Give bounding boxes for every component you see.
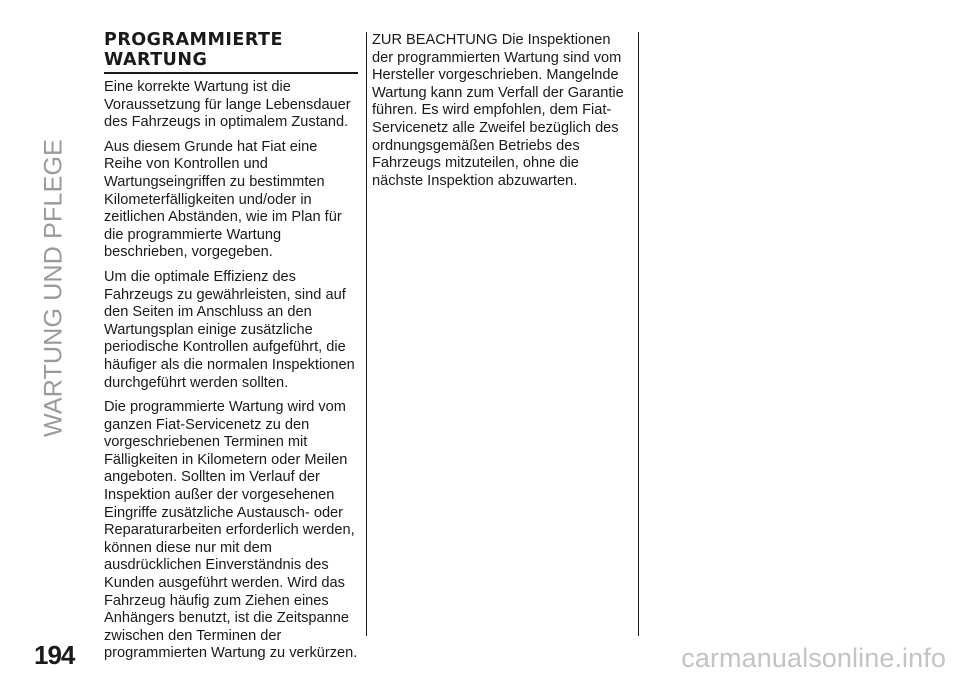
column-divider-1 (366, 32, 367, 636)
page-number: 194 (34, 640, 75, 670)
heading-line-2: WARTUNG (104, 50, 208, 70)
section-heading (104, 32, 358, 74)
chapter-title: WARTUNG UND PFLEGE (39, 138, 68, 438)
right-column (372, 32, 634, 197)
paragraph-2: Aus diesem Grunde hat Fiat eine Reihe von Kontrollen und Wartungseingriffen zu bestimmten Kilometerfälligkeiten und/oder in zeitlichen Abständen, wie im Plan für die programmierte Wartung beschrieben, vorgegeben. (104, 138, 342, 261)
note-paragraph: ZUR BEACHTUNG Die Inspektionen der programmierten Wartung sind vom Hersteller vorgeschrieben. Mangelnde Wartung kann zum Verfall der Garantie führen. Es wird empfohlen, dem Fiat-Servicenetz alle Zweifel bezüglich des ordnungsgemäßen Betriebs des Fahrzeugs mitzuteilen, ohne die nächste Inspektion abzuwarten. (372, 32, 624, 189)
heading-line-1: PROGRAMMIERTE (104, 30, 283, 50)
column-divider-2 (638, 32, 639, 636)
paragraph-1: Eine korrekte Wartung ist die Voraussetzung für lange Lebensdauer des Fahrzeugs in optimalem Zustand. (104, 79, 351, 131)
watermark: carmanualsonline.info (681, 643, 946, 673)
left-column (104, 32, 358, 670)
paragraph-4: Die programmierte Wartung wird vom ganzen Fiat-Servicenetz zu den vorgeschriebenen Terminen mit Fälligkeiten in Kilometern oder Meilen angeboten. Sollten im Verlauf der Inspektion außer der vorgesehenen Eingriffe zusätzliche Austausch- oder Reparaturarbeiten erforderlich werden, können diese nur mit dem ausdrücklichen Einverständnis des Kunden ausgeführt werden. Wird das Fahrzeug häufig zum Ziehen eines Anhängers benutzt, ist die Zeitspanne zwischen den Terminen der programmierten Wartung zu verkürzen. (104, 399, 358, 662)
paragraph-3: Um die optimale Effizienz des Fahrzeugs zu gewährleisten, sind auf den Seiten im Anschluss an den Wartungsplan einige zusätzliche periodische Kontrollen aufgeführt, die häufiger als die normalen Inspektionen durchgeführt werden sollten. (104, 268, 355, 391)
